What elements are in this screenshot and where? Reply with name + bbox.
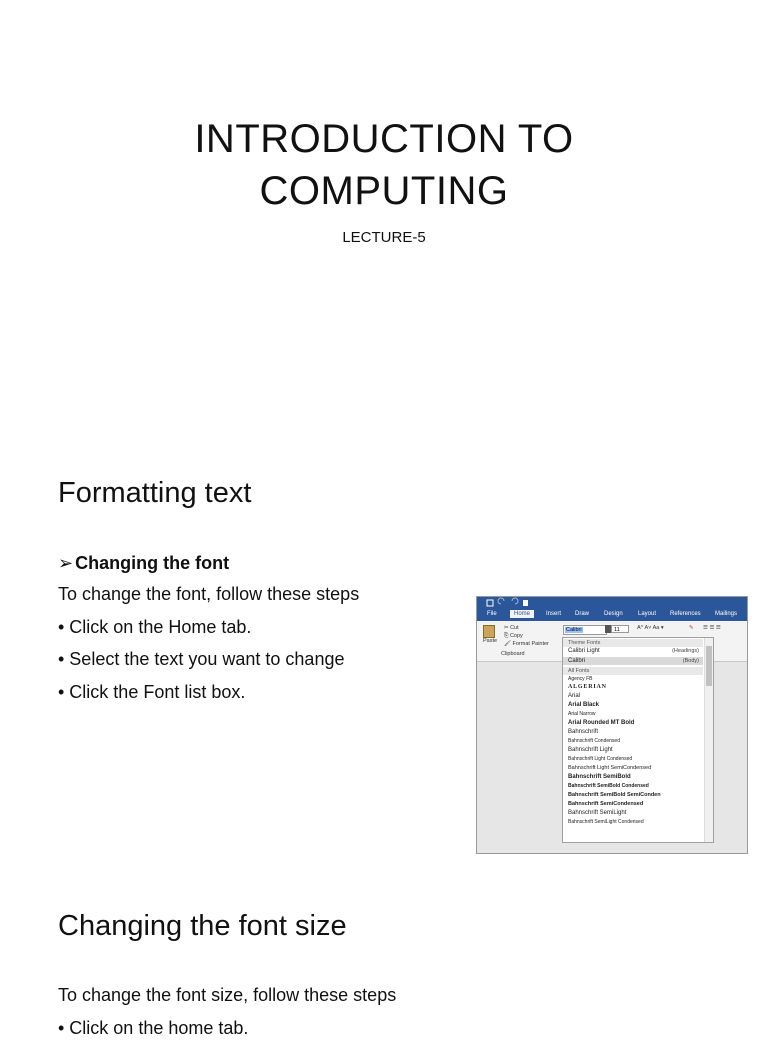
font-size-steps-list [58, 979, 396, 1044]
tab-layout[interactable]: Layout [638, 611, 656, 617]
font-step-2: • Select the text you want to change [58, 643, 359, 676]
paste-button[interactable]: Paste [483, 638, 497, 644]
quick-access-toolbar [477, 597, 747, 609]
font-option[interactable]: Bahnschrift SemiLight Condensed [568, 819, 644, 825]
font-step-3: • Click the Font list box. [58, 676, 359, 709]
tab-references[interactable]: References [670, 611, 701, 617]
font-option[interactable]: Bahnschrift SemiBold Condensed [568, 783, 649, 789]
copy-button[interactable]: ⎘ Copy [504, 633, 523, 640]
format-painter-button[interactable]: 🖌 Format Painter [504, 641, 549, 647]
font-option[interactable]: Arial [568, 693, 580, 699]
font-size-steps-intro: To change the font size, follow these steps [58, 979, 396, 1012]
font-option[interactable]: Bahnschrift SemiCondensed [568, 801, 643, 807]
grow-font-icon[interactable]: A^ A˅ Aa ▾ [637, 625, 664, 631]
slide-title-line-2: COMPUTING [0, 165, 768, 217]
font-option[interactable]: ALGERIAN [568, 684, 607, 690]
font-name-value: Calibri [565, 627, 583, 633]
font-option[interactable]: Bahnschrift SemiBold SemiConden [568, 792, 661, 798]
tab-design[interactable]: Design [604, 611, 623, 617]
font-option-calibri[interactable]: Calibri [568, 658, 585, 664]
font-option[interactable]: Bahnschrift Condensed [568, 738, 620, 744]
copy-label: Copy [510, 633, 523, 639]
scrollbar-thumb[interactable] [706, 646, 712, 686]
font-list-scrollbar[interactable] [704, 638, 713, 842]
all-fonts-header: All Fonts [563, 667, 703, 675]
font-option[interactable]: Arial Black [568, 702, 599, 708]
font-step-1: • Click on the Home tab. [58, 611, 359, 644]
bullets-icon[interactable]: ☰ ☰ ☰ [703, 625, 721, 631]
format-painter-label: Format Painter [513, 641, 549, 647]
slide-title-line-1: INTRODUCTION TO [0, 113, 768, 165]
font-list-dropdown [562, 637, 714, 843]
subheading-text: Changing the font [75, 553, 229, 573]
font-tag-headings: (Headings) [672, 648, 699, 654]
theme-fonts-header: Theme Fonts [563, 639, 703, 647]
paste-icon [483, 625, 495, 638]
font-option[interactable]: Bahnschrift Light Condensed [568, 756, 632, 762]
tab-home[interactable]: Home [510, 610, 534, 618]
arrow-bullet-icon: ➢ [58, 553, 73, 573]
font-option[interactable]: Arial Rounded MT Bold [568, 720, 634, 726]
font-size-box[interactable]: 11 [611, 625, 629, 633]
clear-format-icon[interactable]: ✎ [689, 625, 694, 631]
ribbon-tabs [477, 609, 747, 621]
subheading-changing-font [58, 547, 229, 580]
font-option-calibri-light[interactable]: Calibri Light [568, 648, 600, 654]
font-steps-list [58, 578, 359, 708]
cut-button[interactable]: ✂ Cut [504, 625, 519, 631]
font-option[interactable]: Agency FB [568, 676, 592, 682]
font-tag-body: (Body) [683, 658, 699, 664]
tab-insert[interactable]: Insert [546, 611, 561, 617]
font-option[interactable]: Bahnschrift SemiLight [568, 810, 626, 816]
font-option[interactable]: Bahnschrift [568, 729, 598, 735]
font-option[interactable]: Bahnschrift Light SemiCondensed [568, 765, 651, 771]
tab-file[interactable]: File [487, 611, 497, 617]
quick-access-icons [477, 597, 537, 609]
font-option[interactable]: Arial Narrow [568, 711, 596, 717]
font-name-box[interactable] [563, 625, 607, 635]
cut-label: Cut [510, 625, 519, 631]
word-font-list-screenshot [476, 596, 748, 854]
section-heading-font-size: Changing the font size [58, 910, 347, 943]
section-heading-formatting: Formatting text [58, 477, 251, 510]
clipboard-group-label: Clipboard [501, 651, 525, 657]
font-option[interactable]: Bahnschrift Light [568, 747, 613, 753]
tab-mailings[interactable]: Mailings [715, 611, 737, 617]
font-steps-intro: To change the font, follow these steps [58, 578, 359, 611]
font-option[interactable]: Bahnschrift SemiBold [568, 774, 631, 780]
font-size-step-1: • Click on the home tab. [58, 1012, 396, 1044]
slide-title [0, 113, 768, 217]
slide-subtitle: LECTURE-5 [0, 229, 768, 246]
tab-draw[interactable]: Draw [575, 611, 589, 617]
